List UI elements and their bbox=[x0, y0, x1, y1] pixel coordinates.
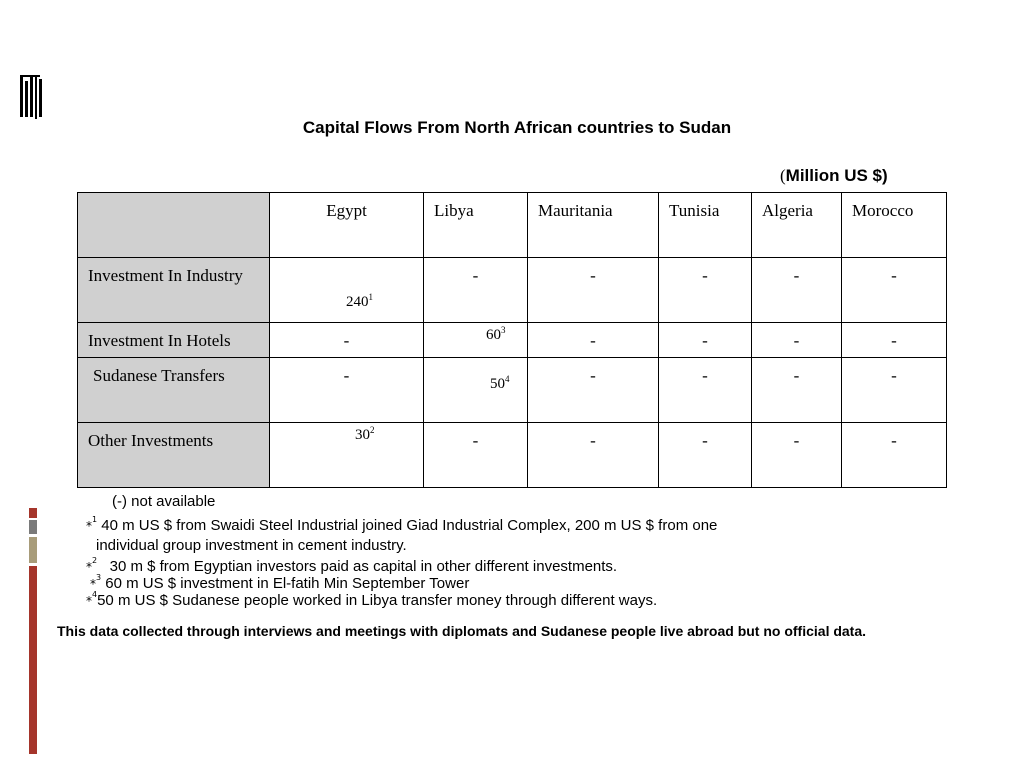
decor-bar-tan bbox=[29, 537, 37, 563]
cell-libya: - bbox=[424, 423, 528, 488]
table-row bbox=[78, 258, 947, 323]
cell-mauritania: - bbox=[528, 423, 659, 488]
cell-egypt: $30^2$ bbox=[270, 423, 424, 488]
cell-egypt: - bbox=[270, 358, 424, 423]
row-label: Sudanese Transfers bbox=[78, 358, 270, 423]
cell-morocco: - bbox=[842, 258, 947, 323]
table-header-row bbox=[78, 193, 947, 258]
column-header-morocco: Morocco bbox=[842, 193, 947, 258]
cell-tunisia: - bbox=[659, 358, 752, 423]
cell-algeria: - bbox=[752, 358, 842, 423]
cell-egypt: - bbox=[270, 323, 424, 358]
row-label: Investment In Industry bbox=[78, 258, 270, 323]
column-header-egypt: Egypt bbox=[270, 193, 424, 258]
logo-icon bbox=[20, 75, 42, 119]
cell-algeria: - bbox=[752, 423, 842, 488]
table-row bbox=[78, 423, 947, 488]
footnote-1: *$^1$ 40 m US $ from Swaidi Steel Industrial joined Giad Industrial Complex, 200 m US $ from one bbox=[86, 515, 718, 534]
table-header-blank bbox=[78, 193, 270, 258]
decor-bar-red bbox=[29, 566, 37, 754]
table-row bbox=[78, 323, 947, 358]
footnote-3: *$^3$ 60 m US $ investment in El-fatih Min September Tower bbox=[90, 573, 470, 592]
column-header-tunisia: Tunisia bbox=[659, 193, 752, 258]
row-label: Other Investments bbox=[78, 423, 270, 488]
cell-egypt: $240^1$ bbox=[270, 258, 424, 323]
footnote-4: *$^4$50 m US $ Sudanese people worked in Libya transfer money through different ways. bbox=[86, 590, 658, 609]
cell-libya: $50^4$ bbox=[424, 358, 528, 423]
cell-algeria: - bbox=[752, 258, 842, 323]
column-header-libya: Libya bbox=[424, 193, 528, 258]
table-row bbox=[78, 358, 947, 423]
cell-mauritania: - bbox=[528, 358, 659, 423]
column-header-mauritania: Mauritania bbox=[528, 193, 659, 258]
cell-tunisia: - bbox=[659, 423, 752, 488]
cell-morocco: - bbox=[842, 423, 947, 488]
cell-tunisia: - bbox=[659, 258, 752, 323]
footnote-2: *$^2$ 30 m $ from Egyptian investors paid as capital in other different investments. bbox=[86, 556, 618, 575]
cell-morocco: - bbox=[842, 323, 947, 358]
footnote-1-continued: individual group investment in cement industry. bbox=[96, 537, 407, 554]
data-source-note: This data collected through interviews and meetings with diplomats and Sudanese people live abroad but no official data. bbox=[57, 623, 867, 639]
cell-libya: - bbox=[424, 258, 528, 323]
decor-bar-red-top bbox=[29, 508, 37, 518]
not-available-note: (-) not available bbox=[112, 493, 216, 510]
decor-bar-gray bbox=[29, 520, 37, 534]
page-title: Capital Flows From North African countries to Sudan bbox=[302, 118, 732, 137]
column-header-algeria: Algeria bbox=[752, 193, 842, 258]
cell-libya: $60^3$ bbox=[424, 323, 528, 358]
cell-morocco: - bbox=[842, 358, 947, 423]
cell-algeria: - bbox=[752, 323, 842, 358]
row-label: Investment In Hotels bbox=[78, 323, 270, 358]
cell-tunisia: - bbox=[659, 323, 752, 358]
cell-mauritania: - bbox=[528, 323, 659, 358]
unit-label: (Million US $) bbox=[780, 166, 888, 185]
cell-mauritania: - bbox=[528, 258, 659, 323]
capital-flows-table bbox=[77, 192, 947, 488]
